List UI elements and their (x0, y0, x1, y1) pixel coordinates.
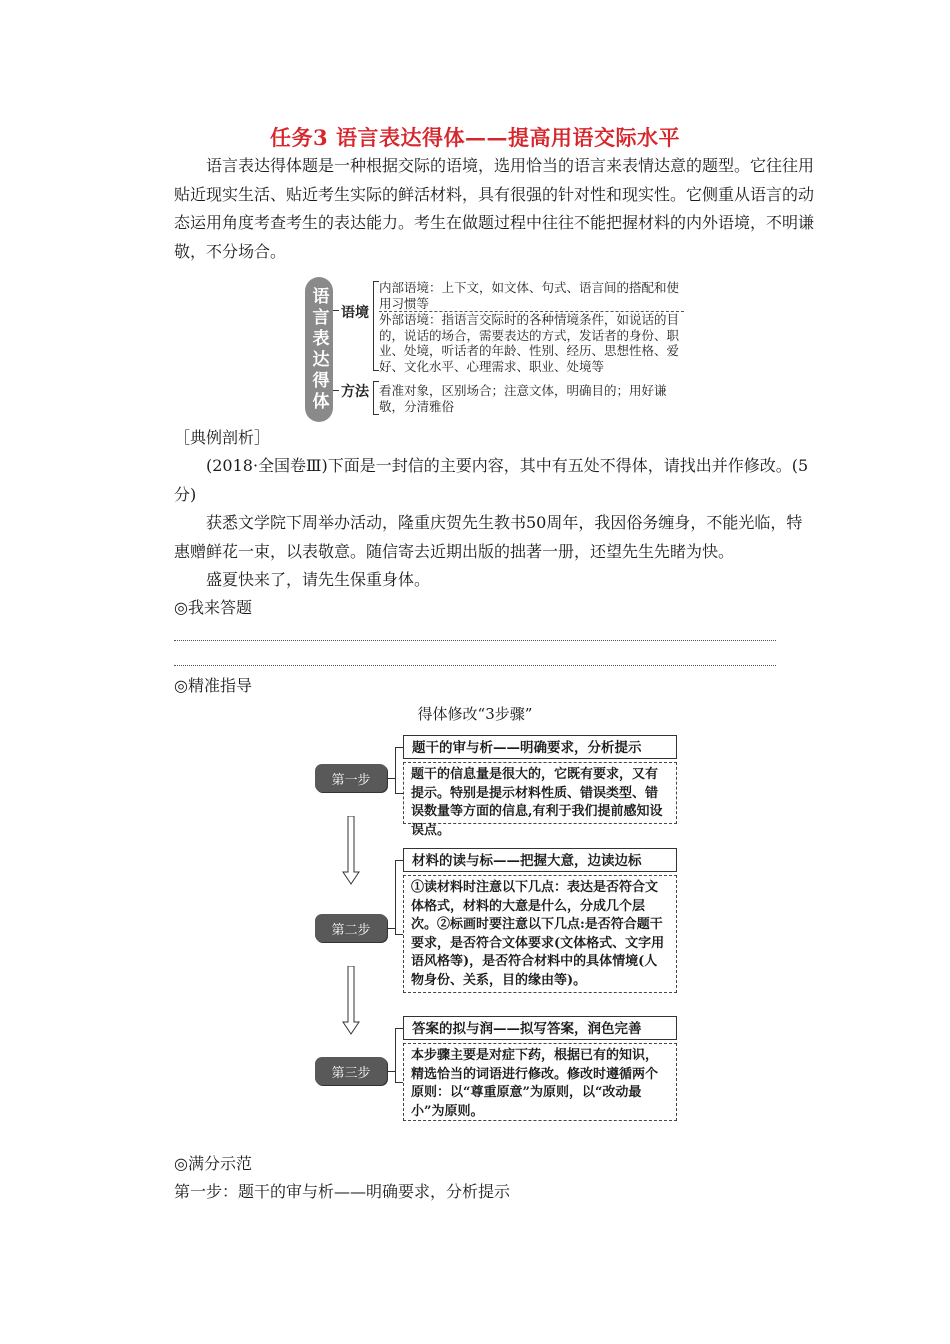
step1-connector-bottom (395, 793, 403, 794)
step3-connector-top (395, 1028, 403, 1029)
my-answer-heading: ◎我来答题 (174, 598, 252, 617)
answer-line-1[interactable] (174, 640, 776, 641)
branch-method-label: 方法 (341, 384, 369, 400)
step3-head: 答案的拟与润——拟写答案，润色完善 (403, 1016, 677, 1040)
root-connector-1 (333, 310, 339, 311)
step1-connector (387, 778, 395, 779)
example-header: ［典例剖析］ (174, 428, 271, 447)
step1-body: 题干的信息量是很大的，它既有要求，又有提示。特别是提示材料性质、错误类型、错误数量等方面的信息,有利于我们提前感知设误点。 (403, 762, 677, 824)
step2-head: 材料的读与标——把握大意，边读边标 (403, 848, 677, 872)
answer-line-2[interactable] (174, 665, 776, 666)
concept-root: 语言表达得体 (305, 277, 333, 422)
branch-context-label: 语境 (341, 305, 369, 321)
step1-connector-top (395, 747, 403, 748)
step2-label: 第二步 (315, 914, 387, 942)
step3-vconnector (395, 1028, 396, 1082)
page-title: 任务3 语言表达得体——提高用语交际水平 (270, 125, 680, 150)
outer-context-text: 外部语境：指语言交际时的各种情境条件，如说话的目的，说话的场合，需要表达的方式，发话者的身份、职业、处境，听话者的年龄、性别、经历、思想性格、爱好、文化水平、心理需求、职业、处境等 (379, 312, 680, 374)
concept-map (305, 277, 690, 423)
step3-connector (387, 1071, 395, 1072)
step1-summary-line: 第一步：题干的审与析——明确要求，分析提示 (174, 1182, 511, 1201)
root-connector-2 (333, 390, 339, 391)
step2-connector-top (395, 860, 403, 861)
letter-paragraph-2: 盛夏快来了，请先生保重身体。 (206, 570, 431, 589)
guide-heading: ◎精准指导 (174, 676, 252, 695)
down-arrow-icon (341, 816, 361, 886)
down-arrow-icon (341, 966, 361, 1036)
step3-body: 本步骤主要是对症下药，根据已有的知识，精选恰当的词语进行修改。修改时遵循两个原则：以“尊重原意”为原则，以“改动最小”为原则。 (403, 1043, 677, 1121)
flow-title: 得体修改“3步骤” (417, 705, 533, 723)
full-score-heading: ◎满分示范 (174, 1154, 252, 1173)
intro-paragraph: 语言表达得体题是一种根据交际的语境，选用恰当的语言来表情达意的题型。它往往用贴近现实生活、贴近考生实际的鲜活材料，具有很强的针对性和现实性。它侧重从语言的动态运用角度考查考生的表达能力。考生在做题过程中往往不能把握材料的内外语境，不明谦敬，不分场合。 (174, 156, 815, 261)
step3-connector-bottom (395, 1082, 403, 1083)
step2-connector (387, 928, 395, 929)
question-text: (2018·全国卷Ⅲ)下面是一封信的主要内容，其中有五处不得体，请找出并作修改。(5分) (174, 456, 809, 504)
step3-label: 第三步 (315, 1057, 387, 1085)
step2-body: ①读材料时注意以下几点：表达是否符合文体格式，材料的大意是什么，分成几个层次。②标画时要注意以下几点:是否符合题干要求，是否符合文体要求(文体格式、文字用语风格等)，是否符合材料中的具体情境(人物身份、关系，目的缘由等)。 (403, 875, 677, 993)
step2-vconnector (395, 860, 396, 934)
step1-head: 题干的审与析——明确要求，分析提示 (403, 735, 677, 759)
step1-vconnector (395, 747, 396, 793)
step1-label: 第一步 (315, 764, 387, 792)
inner-context-text: 内部语境：上下文，如文体、句式、语言间的搭配和使用习惯等 (379, 280, 680, 311)
step2-connector-bottom (395, 934, 403, 935)
method-text: 看准对象，区别场合；注意文体，明确目的；用好谦敬，分清雅俗 (379, 383, 667, 414)
letter-paragraph-1: 获悉文学院下周举办活动，隆重庆贺先生教书50周年，我因俗务缠身，不能光临，特惠赠鲜花一束，以表敬意。随信寄去近期出版的拙著一册，还望先生先睹为快。 (174, 513, 803, 561)
